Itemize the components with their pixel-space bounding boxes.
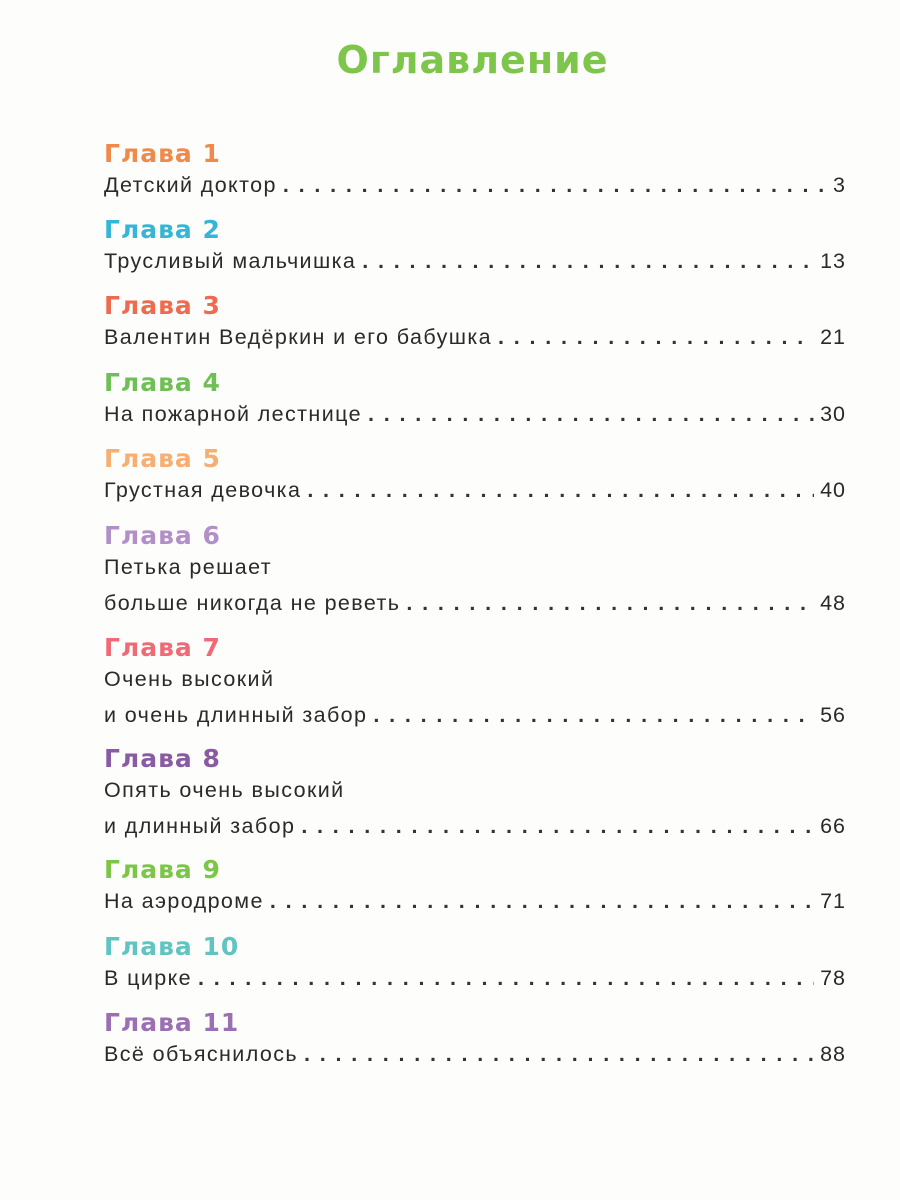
- chapter-heading: Глава 5: [104, 444, 221, 473]
- chapter-title: Всё объяснилось: [104, 1042, 298, 1066]
- page-number: 48: [820, 591, 846, 615]
- page-number: 88: [820, 1042, 846, 1066]
- toc-row: [104, 700, 846, 730]
- dot-leader: [198, 963, 814, 993]
- dot-leader: [307, 475, 814, 505]
- chapter-title: больше никогда не реветь: [104, 591, 401, 615]
- toc-row: [104, 322, 846, 352]
- chapter-title-line: Опять очень высокий: [104, 778, 345, 802]
- dot-leader: [373, 700, 814, 730]
- page-title: Оглавление: [336, 38, 609, 82]
- toc-row: [104, 588, 846, 618]
- chapter-title: и очень длинный забор: [104, 703, 368, 727]
- page-number: 40: [820, 478, 846, 502]
- dot-leader: [301, 811, 814, 841]
- chapter-heading: Глава 10: [104, 932, 240, 961]
- toc-entry[interactable]: [104, 632, 846, 745]
- toc-entry[interactable]: [104, 743, 846, 856]
- page-number: 3: [833, 173, 846, 197]
- chapter-heading: Глава 7: [104, 633, 221, 662]
- dot-leader: [362, 246, 814, 276]
- dot-leader: [283, 170, 827, 200]
- toc-row: [104, 475, 846, 505]
- dot-leader: [498, 322, 814, 352]
- toc-row: [104, 811, 846, 841]
- dot-leader: [270, 886, 814, 916]
- page-number: 13: [820, 249, 846, 273]
- chapter-title: На аэродроме: [104, 889, 264, 913]
- chapter-title: Трусливый мальчишка: [104, 249, 357, 273]
- toc-row: [104, 170, 846, 200]
- chapter-heading: Глава 9: [104, 855, 221, 884]
- dot-leader: [406, 588, 814, 618]
- chapter-title-line: Петька решает: [104, 555, 272, 579]
- page-number: 30: [820, 402, 846, 426]
- chapter-title: Грустная девочка: [104, 478, 302, 502]
- page-number: 21: [820, 325, 846, 349]
- toc-row: [104, 963, 846, 993]
- chapter-heading: Глава 3: [104, 291, 221, 320]
- chapter-heading: Глава 8: [104, 744, 221, 773]
- toc-entry[interactable]: [104, 1007, 846, 1120]
- chapter-heading: Глава 11: [104, 1008, 240, 1037]
- toc-row: [104, 886, 846, 916]
- page-number: 66: [820, 814, 846, 838]
- toc-row: [104, 246, 846, 276]
- toc-row: [104, 1039, 846, 1069]
- chapter-heading: Глава 1: [104, 139, 221, 168]
- chapter-title: Детский доктор: [104, 173, 277, 197]
- chapter-heading: Глава 2: [104, 215, 221, 244]
- chapter-title: На пожарной лестнице: [104, 402, 362, 426]
- toc-entry[interactable]: [104, 520, 846, 633]
- dot-leader: [368, 399, 814, 429]
- chapter-title-line: Очень высокий: [104, 667, 275, 691]
- page-number: 78: [820, 966, 846, 990]
- chapter-title: В цирке: [104, 966, 192, 990]
- page-number: 71: [820, 889, 846, 913]
- chapter-title: Валентин Ведёркин и его бабушка: [104, 325, 493, 349]
- toc-row: [104, 399, 846, 429]
- chapter-heading: Глава 6: [104, 521, 221, 550]
- page-number: 56: [820, 703, 846, 727]
- dot-leader: [304, 1039, 814, 1069]
- chapter-title: и длинный забор: [104, 814, 296, 838]
- chapter-heading: Глава 4: [104, 368, 221, 397]
